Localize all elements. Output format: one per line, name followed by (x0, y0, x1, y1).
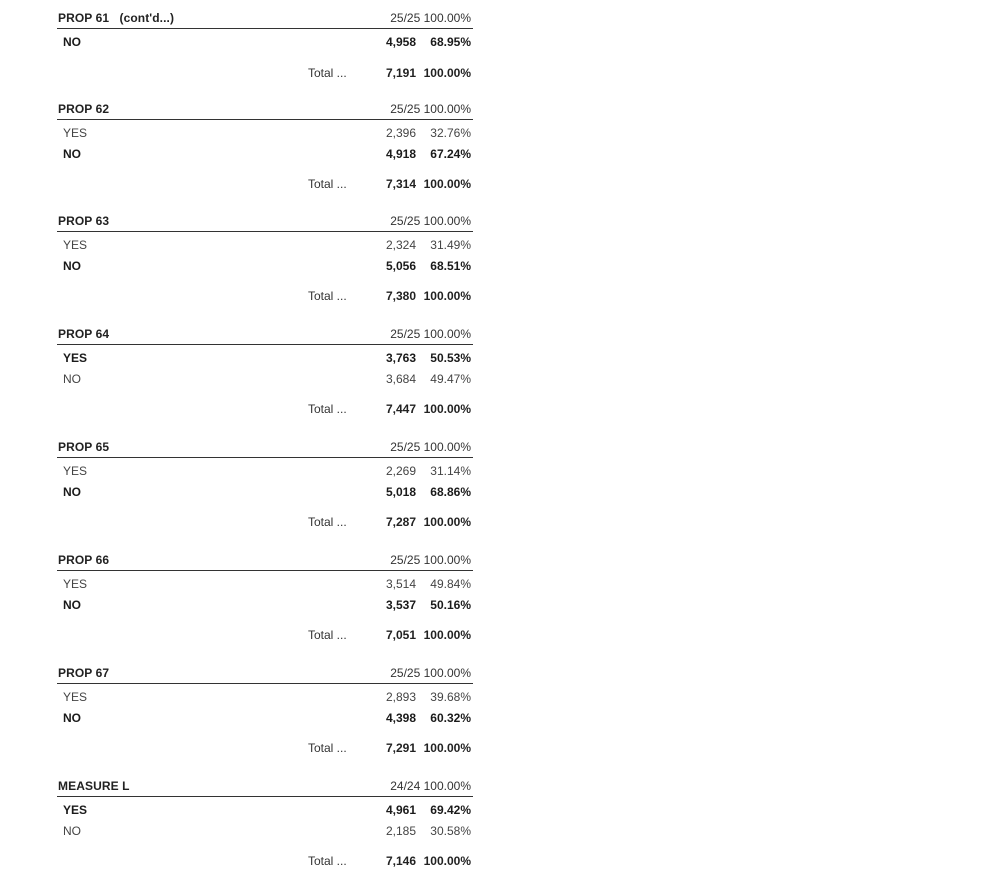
contest-header (57, 8, 473, 29)
result-row-no (57, 257, 473, 275)
contest-measure-l (0, 776, 520, 876)
total-percent: 100.00% (423, 289, 471, 303)
result-row-no (57, 596, 473, 614)
choice-label: YES (63, 577, 88, 591)
choice-label: NO (63, 485, 81, 499)
contest-title: PROP 63 (58, 214, 110, 228)
total-percent: 100.00% (423, 854, 471, 868)
total-votes: 7,287 (385, 515, 416, 529)
total-percent: 100.00% (423, 628, 471, 642)
contest-title: PROP 64 (58, 327, 110, 341)
total-label: Total ... (308, 66, 347, 80)
precincts-reporting: 25/25 100.00% (390, 214, 471, 228)
vote-percent: 68.86% (430, 485, 471, 499)
result-row-yes (57, 349, 473, 367)
contest-title: PROP 61 (cont'd...) (58, 11, 175, 25)
vote-count: 2,396 (385, 126, 416, 140)
total-label: Total ... (308, 515, 347, 529)
total-percent: 100.00% (423, 177, 471, 191)
total-row (57, 287, 473, 305)
total-row (57, 400, 473, 418)
vote-count: 5,056 (385, 259, 416, 273)
choice-label: YES (63, 464, 88, 478)
contest-prop-62 (0, 99, 520, 199)
vote-count: 2,185 (385, 824, 416, 838)
vote-count: 4,961 (385, 803, 416, 817)
vote-count: 2,893 (385, 690, 416, 704)
choice-label: NO (63, 35, 81, 49)
total-label: Total ... (308, 402, 347, 416)
total-votes: 7,051 (385, 628, 416, 642)
vote-percent: 69.42% (430, 803, 471, 817)
result-row-yes (57, 236, 473, 254)
choice-label: NO (63, 824, 81, 838)
vote-percent: 49.47% (430, 372, 471, 386)
vote-count: 3,537 (385, 598, 416, 612)
result-row-yes (57, 575, 473, 593)
precincts-reporting: 25/25 100.00% (390, 327, 471, 341)
result-row-no (57, 145, 473, 163)
total-label: Total ... (308, 289, 347, 303)
choice-label: NO (63, 372, 81, 386)
contest-title: MEASURE L (58, 779, 130, 793)
total-votes: 7,191 (385, 66, 416, 80)
contest-prop-64 (0, 324, 520, 424)
vote-count: 3,514 (385, 577, 416, 591)
choice-label: YES (63, 351, 88, 365)
total-label: Total ... (308, 854, 347, 868)
contest-header (57, 99, 473, 120)
result-row-yes (57, 462, 473, 480)
total-votes: 7,314 (385, 177, 416, 191)
contest-title: PROP 67 (58, 666, 110, 680)
result-row-yes (57, 801, 473, 819)
choice-label: YES (63, 690, 88, 704)
vote-percent: 32.76% (430, 126, 471, 140)
vote-count: 4,958 (385, 35, 416, 49)
vote-count: 2,324 (385, 238, 416, 252)
vote-count: 2,269 (385, 464, 416, 478)
vote-percent: 68.95% (430, 35, 471, 49)
result-row-no (57, 370, 473, 388)
precincts-reporting: 25/25 100.00% (390, 102, 471, 116)
result-row-no (57, 822, 473, 840)
vote-count: 4,918 (385, 147, 416, 161)
total-row (57, 175, 473, 193)
total-votes: 7,146 (385, 854, 416, 868)
contest-header (57, 211, 473, 232)
choice-label: NO (63, 147, 81, 161)
precincts-reporting: 24/24 100.00% (390, 779, 471, 793)
vote-percent: 49.84% (430, 577, 471, 591)
result-row-yes (57, 688, 473, 706)
result-row-no (57, 483, 473, 501)
contest-header (57, 324, 473, 345)
vote-percent: 60.32% (430, 711, 471, 725)
vote-percent: 39.68% (430, 690, 471, 704)
total-votes: 7,447 (385, 402, 416, 416)
precincts-reporting: 25/25 100.00% (390, 440, 471, 454)
total-votes: 7,291 (385, 741, 416, 755)
choice-label: NO (63, 711, 81, 725)
vote-count: 3,684 (385, 372, 416, 386)
precincts-reporting: 25/25 100.00% (390, 666, 471, 680)
contest-prop-65 (0, 437, 520, 537)
total-row (57, 739, 473, 757)
contest-header (57, 663, 473, 684)
total-percent: 100.00% (423, 741, 471, 755)
choice-label: NO (63, 259, 81, 273)
total-percent: 100.00% (423, 402, 471, 416)
contest-title: PROP 62 (58, 102, 110, 116)
contest-header (57, 550, 473, 571)
result-row-no (57, 33, 473, 51)
contest-header (57, 437, 473, 458)
vote-count: 5,018 (385, 485, 416, 499)
vote-percent: 30.58% (430, 824, 471, 838)
contest-prop-61 (0, 8, 520, 108)
contest-header (57, 776, 473, 797)
total-row (57, 64, 473, 82)
contest-prop-67 (0, 663, 520, 763)
vote-percent: 31.49% (430, 238, 471, 252)
vote-count: 4,398 (385, 711, 416, 725)
total-label: Total ... (308, 628, 347, 642)
total-label: Total ... (308, 741, 347, 755)
vote-percent: 68.51% (430, 259, 471, 273)
choice-label: YES (63, 238, 88, 252)
precincts-reporting: 25/25 100.00% (390, 11, 471, 25)
contest-prop-63 (0, 211, 520, 311)
total-row (57, 852, 473, 870)
vote-percent: 50.16% (430, 598, 471, 612)
choice-label: YES (63, 803, 88, 817)
total-percent: 100.00% (423, 515, 471, 529)
total-votes: 7,380 (385, 289, 416, 303)
total-row (57, 626, 473, 644)
result-row-yes (57, 124, 473, 142)
contest-title: PROP 65 (58, 440, 110, 454)
choice-label: YES (63, 126, 88, 140)
choice-label: NO (63, 598, 81, 612)
vote-percent: 50.53% (430, 351, 471, 365)
vote-percent: 31.14% (430, 464, 471, 478)
precincts-reporting: 25/25 100.00% (390, 553, 471, 567)
contest-title: PROP 66 (58, 553, 110, 567)
total-row (57, 513, 473, 531)
vote-count: 3,763 (385, 351, 416, 365)
result-row-no (57, 709, 473, 727)
total-percent: 100.00% (423, 66, 471, 80)
vote-percent: 67.24% (430, 147, 471, 161)
total-label: Total ... (308, 177, 347, 191)
contest-prop-66 (0, 550, 520, 650)
